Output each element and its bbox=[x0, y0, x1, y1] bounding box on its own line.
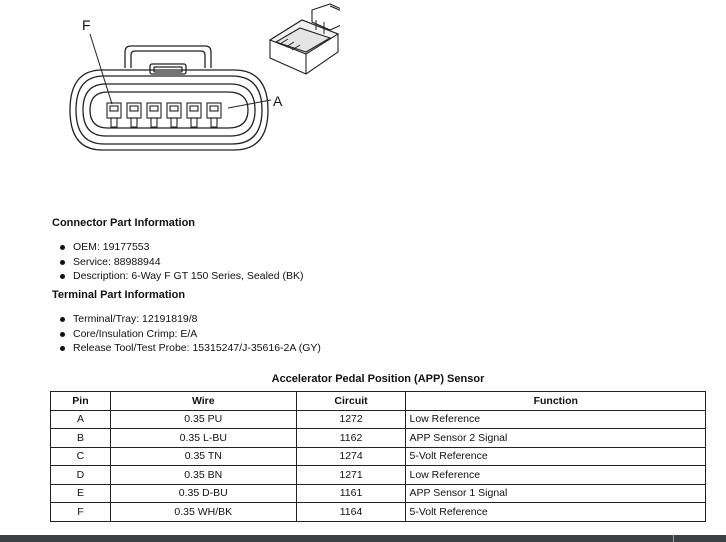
cell-pin: F bbox=[51, 503, 111, 522]
leader-line-a bbox=[228, 100, 271, 108]
cell-function: 5-Volt Reference bbox=[406, 447, 706, 466]
pin-latch bbox=[191, 118, 197, 127]
cell-wire: 0.35 TN bbox=[110, 447, 296, 466]
cell-wire: 0.35 D-BU bbox=[110, 484, 296, 503]
cell-circuit: 1164 bbox=[296, 503, 406, 522]
connector-face-view bbox=[70, 46, 268, 150]
cell-function: APP Sensor 1 Signal bbox=[406, 484, 706, 503]
list-item bbox=[58, 341, 321, 356]
cell-circuit: 1162 bbox=[296, 429, 406, 448]
table-row bbox=[51, 410, 706, 429]
pin-slot bbox=[210, 106, 218, 111]
connector-info-list bbox=[58, 240, 304, 284]
pin-slot bbox=[190, 106, 198, 111]
header-wire: Wire bbox=[110, 392, 296, 411]
cell-pin: B bbox=[51, 429, 111, 448]
cell-pin: C bbox=[51, 447, 111, 466]
pin-slot bbox=[170, 106, 178, 111]
cell-circuit: 1161 bbox=[296, 484, 406, 503]
list-item-text: Description: 6-Way F GT 150 Series, Sealed (BK) bbox=[73, 270, 304, 282]
pin-latch bbox=[211, 118, 217, 127]
connector-info-heading: Connector Part Information bbox=[52, 217, 196, 229]
table-header-row bbox=[51, 392, 706, 411]
list-item bbox=[58, 240, 304, 255]
bottom-scroll-bar[interactable] bbox=[0, 535, 726, 542]
cell-circuit: 1271 bbox=[296, 466, 406, 485]
cell-circuit: 1272 bbox=[296, 410, 406, 429]
pin-latch bbox=[131, 118, 137, 127]
cell-wire: 0.35 WH/BK bbox=[110, 503, 296, 522]
pin-slot bbox=[130, 106, 138, 111]
cell-pin: A bbox=[51, 410, 111, 429]
pin-latch bbox=[171, 118, 177, 127]
cell-function: APP Sensor 2 Signal bbox=[406, 429, 706, 448]
table-row bbox=[51, 503, 706, 522]
cell-function: Low Reference bbox=[406, 410, 706, 429]
table-row bbox=[51, 466, 706, 485]
connector-isometric-view bbox=[270, 4, 340, 74]
pin-table-title: Accelerator Pedal Position (APP) Sensor bbox=[271, 373, 485, 385]
header-circuit: Circuit bbox=[296, 392, 406, 411]
cell-function: Low Reference bbox=[406, 466, 706, 485]
bullet-icon bbox=[60, 260, 65, 265]
cell-pin: E bbox=[51, 484, 111, 503]
bullet-icon bbox=[60, 274, 65, 279]
terminal-info-heading: Terminal Part Information bbox=[52, 289, 186, 301]
pin-latch bbox=[151, 118, 157, 127]
header-pin: Pin bbox=[51, 392, 111, 411]
pin-slot bbox=[150, 106, 158, 111]
connector-pin-cavities bbox=[107, 103, 221, 127]
list-item-text: Core/Insulation Crimp: E/A bbox=[73, 327, 198, 340]
table-row bbox=[51, 484, 706, 503]
bar-separator bbox=[673, 535, 674, 542]
list-item bbox=[58, 269, 304, 284]
list-item-text: Service: 88988944 bbox=[73, 255, 161, 268]
terminal-info-list bbox=[58, 312, 321, 356]
pin-slot bbox=[110, 106, 118, 111]
list-item bbox=[58, 327, 321, 342]
list-item bbox=[58, 255, 304, 270]
pin-latch bbox=[111, 118, 117, 127]
list-item-text: Release Tool/Test Probe: 15315247/J-35616-2A (GY) bbox=[73, 342, 321, 354]
bullet-icon bbox=[60, 332, 65, 337]
pin-table bbox=[50, 391, 706, 522]
cell-wire: 0.35 PU bbox=[110, 410, 296, 429]
bullet-icon bbox=[60, 245, 65, 250]
table-row bbox=[51, 429, 706, 448]
list-item-text: OEM: 19177553 bbox=[73, 241, 150, 253]
cell-function: 5-Volt Reference bbox=[406, 503, 706, 522]
cell-pin: D bbox=[51, 466, 111, 485]
cell-wire: 0.35 BN bbox=[110, 466, 296, 485]
pin-a-callout: A bbox=[273, 93, 283, 109]
bullet-icon bbox=[60, 317, 65, 322]
cell-wire: 0.35 L-BU bbox=[110, 429, 296, 448]
cell-circuit: 1274 bbox=[296, 447, 406, 466]
header-function: Function bbox=[406, 392, 706, 411]
pin-f-callout: F bbox=[82, 17, 91, 33]
bullet-icon bbox=[60, 346, 65, 351]
table-row bbox=[51, 447, 706, 466]
list-item-text: Terminal/Tray: 12191819/8 bbox=[73, 313, 198, 325]
connector-diagram bbox=[0, 0, 340, 190]
list-item bbox=[58, 312, 321, 327]
